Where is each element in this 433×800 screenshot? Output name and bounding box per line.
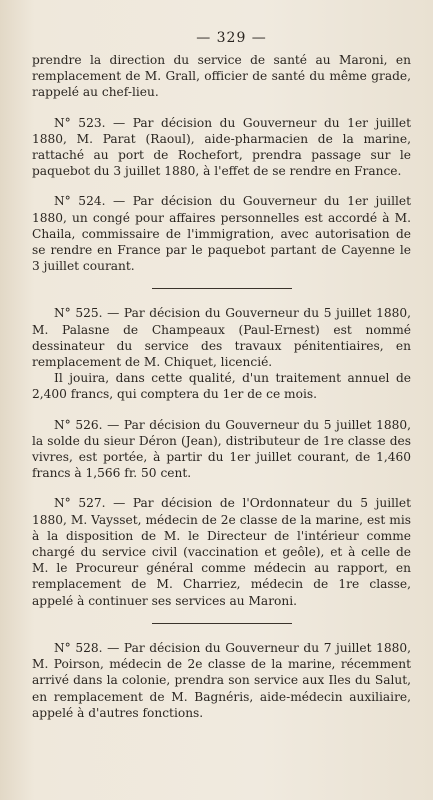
entry-text bbox=[32, 495, 411, 608]
entry-526-text: N° 526. — Par décision du Gouverneur du 5 juillet 1880, la solde du sieur Déron (Jean), distributeur de 1re classe des vivres, est portée, à partir du 1er juillet courant, de 1,460 francs à 1,566 fr. 50 cent. bbox=[32, 417, 411, 481]
entry-text bbox=[32, 640, 411, 721]
page-number: — 329 — bbox=[196, 30, 267, 46]
entry-527 bbox=[32, 495, 411, 608]
entry-525 bbox=[32, 305, 411, 402]
entry-523-text: N° 523. — Par décision du Gouverneur du 1er juillet 1880, M. Parat (Raoul), aide-pharmacien de la marine, rattaché au port de Rochefort, prendra passage sur le paquebot du 3 juillet 1880, à l'effet de se rendre en France. bbox=[32, 115, 411, 179]
opening-paragraph: prendre la direction du service de santé au Maroni, en remplacement de M. Grall, officier de santé du même grade, rappelé au chef-lieu. bbox=[32, 53, 411, 100]
entry-text bbox=[32, 417, 411, 482]
entry-528 bbox=[32, 640, 411, 721]
entry-524-text: N° 524. — Par décision du Gouverneur du 1er juillet 1880, un congé pour affaires personnelles est accordé à M. Chaila, commissaire de l'immigration, avec autorisation de se rendre en France par le paquebot partant de Cayenne le 3 juillet courant. bbox=[32, 194, 411, 274]
entry-text bbox=[32, 193, 411, 274]
entry-text bbox=[32, 305, 411, 370]
entry-526 bbox=[32, 417, 411, 482]
section-divider bbox=[152, 288, 292, 289]
section-divider bbox=[152, 623, 292, 624]
entry-525-text: N° 525. — Par décision du Gouverneur du 5 juillet 1880, M. Palasne de Champeaux (Paul-Ernest) est nommé dessinateur du service des travaux pénitentiaires, en remplacement de M. Chiquet, licencié. bbox=[32, 306, 411, 370]
entry-528-text: N° 528. — Par décision du Gouverneur du 7 juillet 1880, M. Poirson, médecin de 2e classe de la marine, récemment arrivé dans la colonie, prendra son service aux Iles du Salut, en remplacement de M. Bagnéris, aide-médecin auxiliaire, appelé à d'autres fonctions. bbox=[32, 640, 411, 720]
entry-527-text: N° 527. — Par décision de l'Ordonnateur du 5 juillet 1880, M. Vaysset, médecin de 2e classe de la marine, est mis à la disposition de M. le Directeur de l'intérieur comme chargé du service civil (vaccination et geôle), et à celle de M. le Procureur général comme médecin au rapport, en remplacement de M. Charriez, médecin de 1re classe, appelé à continuer ses services au Maroni. bbox=[32, 496, 411, 608]
entry-text bbox=[32, 115, 411, 180]
entry-text-continued bbox=[32, 370, 411, 402]
entry-523 bbox=[32, 115, 411, 180]
entry-525-extra: Il jouira, dans cette qualité, d'un traitement annuel de 2,400 francs, qui comptera du 1er de ce mois. bbox=[32, 371, 411, 402]
entry-524 bbox=[32, 193, 411, 274]
